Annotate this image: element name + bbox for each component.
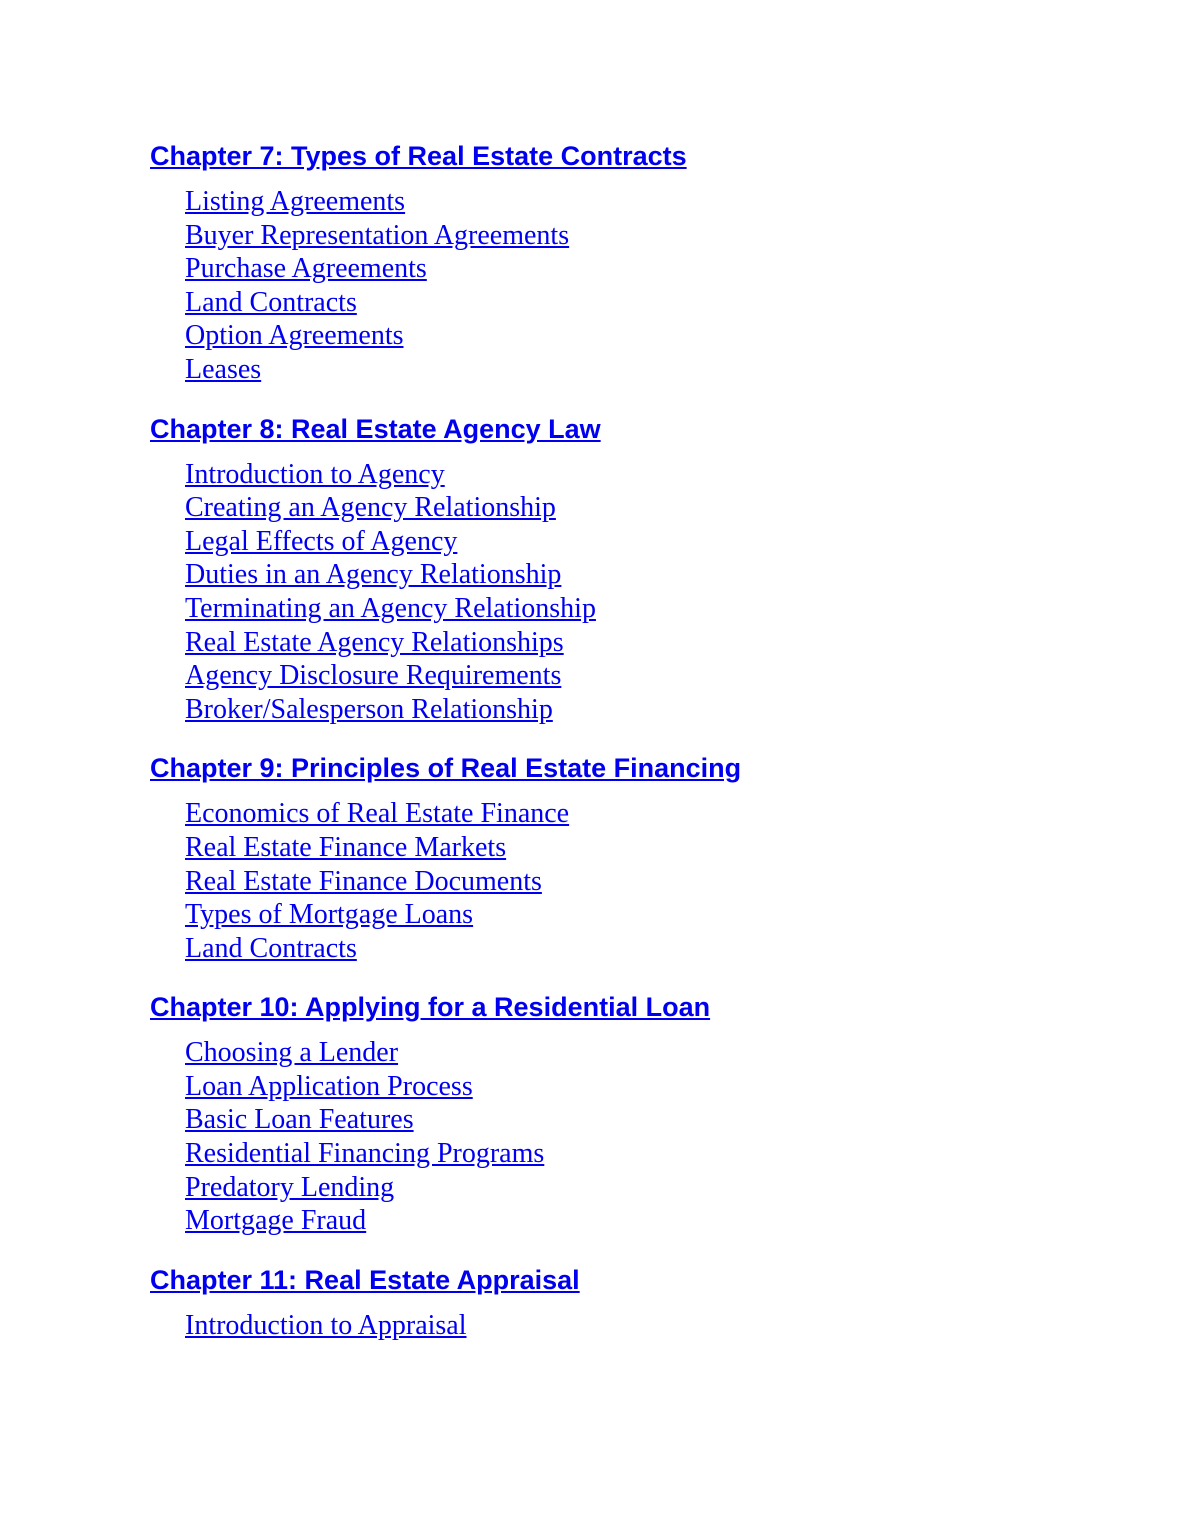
chapter-title-link[interactable]: Chapter 11: Real Estate Appraisal	[150, 1264, 580, 1295]
section-list	[150, 1036, 1130, 1238]
section-list	[150, 458, 1130, 727]
section-link[interactable]: Legal Effects of Agency	[185, 525, 458, 557]
section-link[interactable]: Broker/Salesperson Relationship	[185, 693, 553, 725]
section-link[interactable]: Loan Application Process	[185, 1070, 473, 1102]
section-link[interactable]: Land Contracts	[185, 286, 357, 318]
section-link[interactable]: Duties in an Agency Relationship	[185, 559, 562, 591]
list-item	[185, 693, 1130, 727]
section-list	[150, 1309, 1130, 1343]
list-item	[185, 185, 1130, 219]
list-item	[185, 558, 1130, 592]
chapter-block	[150, 750, 1130, 965]
list-item	[185, 458, 1130, 492]
section-list	[150, 797, 1130, 965]
section-link[interactable]: Mortgage Fraud	[185, 1205, 367, 1237]
section-link[interactable]: Basic Loan Features	[185, 1104, 414, 1136]
list-item	[185, 1171, 1130, 1205]
chapter-title-link[interactable]: Chapter 9: Principles of Real Estate Financing	[150, 753, 742, 784]
list-item	[185, 797, 1130, 831]
section-link[interactable]: Real Estate Finance Documents	[185, 865, 542, 897]
chapter-title-link[interactable]: Chapter 8: Real Estate Agency Law	[150, 413, 601, 444]
section-link[interactable]: Terminating an Agency Relationship	[185, 592, 596, 624]
chapter-title-link[interactable]: Chapter 10: Applying for a Residential Loan	[150, 992, 711, 1023]
section-link[interactable]: Residential Financing Programs	[185, 1138, 545, 1170]
list-item	[185, 932, 1130, 966]
section-link[interactable]: Leases	[185, 353, 262, 385]
list-item	[185, 353, 1130, 387]
section-link[interactable]: Option Agreements	[185, 320, 404, 352]
section-link[interactable]: Buyer Representation Agreements	[185, 219, 570, 251]
chapter-block	[150, 1262, 1130, 1343]
list-item	[185, 831, 1130, 865]
list-item	[185, 1036, 1130, 1070]
list-item	[185, 1103, 1130, 1137]
table-of-contents	[150, 138, 1130, 1366]
section-link[interactable]: Real Estate Agency Relationships	[185, 626, 564, 658]
list-item	[185, 286, 1130, 320]
list-item	[185, 659, 1130, 693]
section-link[interactable]: Introduction to Agency	[185, 458, 445, 490]
section-link[interactable]: Purchase Agreements	[185, 253, 427, 285]
section-link[interactable]: Introduction to Appraisal	[185, 1309, 467, 1341]
list-item	[185, 1204, 1130, 1238]
list-item	[185, 1070, 1130, 1104]
list-item	[185, 1309, 1130, 1343]
chapter-block	[150, 411, 1130, 727]
chapter-block	[150, 989, 1130, 1238]
list-item	[185, 898, 1130, 932]
list-item	[185, 525, 1130, 559]
section-list	[150, 185, 1130, 387]
section-link[interactable]: Economics of Real Estate Finance	[185, 798, 570, 830]
section-link[interactable]: Agency Disclosure Requirements	[185, 660, 562, 692]
section-link[interactable]: Real Estate Finance Markets	[185, 831, 507, 863]
list-item	[185, 319, 1130, 353]
section-link[interactable]: Creating an Agency Relationship	[185, 492, 556, 524]
section-link[interactable]: Predatory Lending	[185, 1171, 395, 1203]
list-item	[185, 626, 1130, 660]
list-item	[185, 219, 1130, 253]
list-item	[185, 865, 1130, 899]
section-link[interactable]: Land Contracts	[185, 932, 357, 964]
list-item	[185, 491, 1130, 525]
list-item	[185, 592, 1130, 626]
section-link[interactable]: Choosing a Lender	[185, 1037, 399, 1069]
list-item	[185, 252, 1130, 286]
chapter-title-link[interactable]: Chapter 7: Types of Real Estate Contracts	[150, 141, 687, 171]
list-item	[185, 1137, 1130, 1171]
section-link[interactable]: Listing Agreements	[185, 186, 406, 217]
section-link[interactable]: Types of Mortgage Loans	[185, 899, 474, 931]
chapter-block	[150, 138, 1130, 387]
